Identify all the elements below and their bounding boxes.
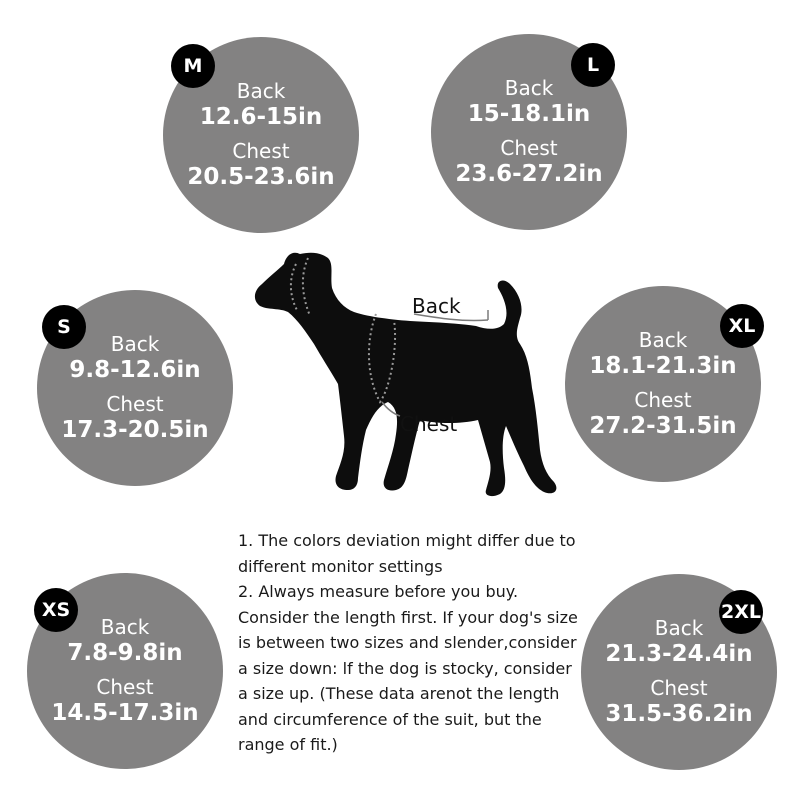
chest-label: Chest: [96, 675, 154, 699]
back-value: 21.3-24.4in: [605, 641, 753, 667]
back-label: Back: [110, 332, 160, 356]
chest-label: Chest: [650, 676, 708, 700]
chest-value: 31.5-36.2in: [605, 701, 753, 727]
back-value: 9.8-12.6in: [69, 357, 201, 383]
chest-label: Chest: [500, 136, 558, 160]
back-value: 18.1-21.3in: [589, 353, 737, 379]
size-badge-2xl: 2XL: [719, 590, 763, 634]
diagram-back-label: Back: [412, 294, 461, 318]
back-label: Back: [100, 615, 150, 639]
back-label: Back: [638, 328, 688, 352]
chest-value: 23.6-27.2in: [455, 161, 603, 187]
chest-label: Chest: [634, 388, 692, 412]
size-badge-s: S: [42, 305, 86, 349]
back-value: 12.6-15in: [199, 104, 323, 130]
chest-value: 27.2-31.5in: [589, 413, 737, 439]
dog-silhouette-icon: [248, 240, 568, 510]
chest-label: Chest: [106, 392, 164, 416]
back-value: 15-18.1in: [467, 101, 591, 127]
diagram-chest-label: Chest: [400, 412, 458, 436]
size-badge-xl: XL: [720, 304, 764, 348]
note-line-2: 2. Always measure before you buy. Consider the length first. If your dog's size is between two sizes and slender,consider a size down: lf the dog is stocky, consider a size up. (These data arenot the length and circumference of the suit, but the range of fit.): [238, 582, 578, 754]
size-badge-l: L: [571, 43, 615, 87]
back-label: Back: [654, 616, 704, 640]
back-value: 7.8-9.8in: [67, 640, 183, 666]
notes-text: [238, 528, 578, 758]
chest-value: 14.5-17.3in: [51, 700, 199, 726]
chest-value: 20.5-23.6in: [187, 164, 335, 190]
chest-label: Chest: [232, 139, 290, 163]
back-label: Back: [236, 79, 286, 103]
size-badge-xs: XS: [34, 588, 78, 632]
chest-value: 17.3-20.5in: [61, 417, 209, 443]
dog-diagram: [248, 240, 568, 510]
size-badge-m: M: [171, 44, 215, 88]
note-line-1: 1. The colors deviation might differ due to different monitor settings: [238, 531, 576, 576]
back-label: Back: [504, 76, 554, 100]
